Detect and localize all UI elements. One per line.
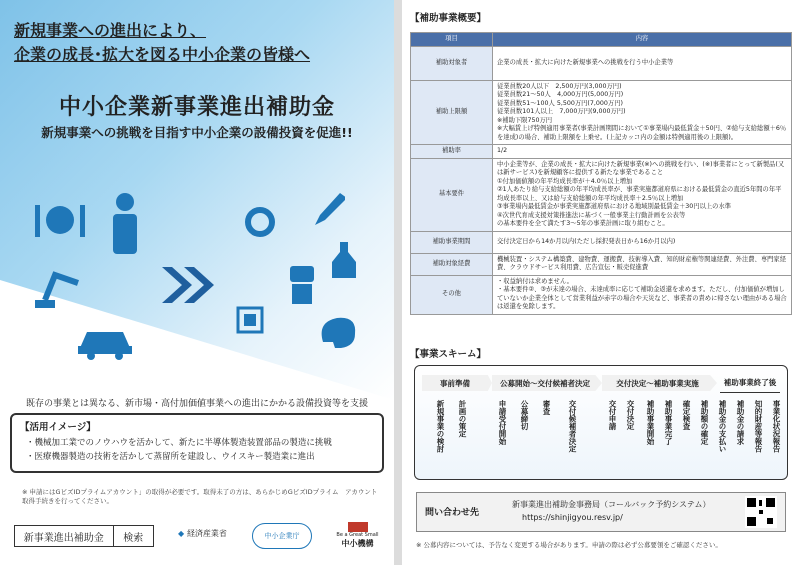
table-row: 補助対象経費 機械装置・システム構築費、建物費、運搬費、技術導入費、知的財産権等関連経費、外注費、専門家経費、クラウドサービス利用費、広告宣伝・販売促進費: [411, 253, 792, 275]
phase-label: 補助事業終了後: [720, 373, 780, 393]
scheme-step: 知的財産等報告: [754, 400, 763, 453]
usage-item: ・機械加工業でのノウハウを活かして、新たに半導体製造装置部品の製造に挑戦: [26, 438, 332, 448]
table-row: 補助対象者 企業の成長・拡大に向けた新規事業への挑戦を行う中小企業等: [411, 46, 792, 80]
inquiry-org: 新事業進出補助金事務局（コールバック予約システム）: [512, 500, 711, 509]
scheme-step: 交付候補者決定: [568, 400, 577, 453]
scheme-step: 計画の策定: [458, 400, 467, 438]
phase-label: 事前準備: [440, 378, 470, 388]
inquiry-box: [416, 492, 786, 532]
restaurant-icon: [30, 200, 90, 240]
scheme-step: 補助事業開始: [646, 400, 655, 445]
inquiry-url[interactable]: https://shinjigyou.resv.jp/: [522, 513, 623, 522]
scheme-step: 補助金の支払い: [718, 400, 727, 453]
program-subtitle: 新規事業への挑戦を目指す中小企業の設備投資を促進!!: [41, 125, 353, 140]
flyer-front: [0, 0, 394, 565]
overview-table: [410, 32, 792, 315]
scheme-step: 事業化状況報告: [772, 400, 781, 453]
scheme-step: 補助金の請求: [736, 400, 745, 445]
car-icon: [75, 320, 135, 360]
scheme-step: 公募締切: [520, 400, 529, 430]
disclaimer-note: ※ 公募内容については、予告なく変更する場合があります。申請の際は必ず公募要領をご確認ください。: [416, 541, 722, 549]
robot-icon: [282, 258, 322, 308]
scheme-step: 交付決定: [626, 400, 635, 430]
search-button[interactable]: 検索: [123, 532, 144, 544]
table-row: その他 ・収益納付は求めません。 ・基本要件②、③が未達の場合、未達成率に応じて補助金返還を求めます。ただし、付加価値が増加していないか企業全体として営業利益が赤字の場合や天災など、事業者の責めに帰さない理由がある場合は返還を免除します。: [411, 275, 792, 314]
sake-bottle-icon: [330, 240, 360, 280]
phase-label: 交付決定〜補助事業実施: [616, 378, 699, 388]
overview-heading: 【補助事業概要】: [410, 13, 487, 24]
qr-code-icon[interactable]: [745, 496, 777, 528]
inquiry-label: 問い合わせ先: [425, 508, 480, 518]
forward-arrows-icon: [160, 265, 230, 305]
headline-line2: 企業の成長･拡大を図る中小企業の皆様へ: [14, 45, 311, 64]
gear-icon: [240, 205, 280, 240]
smrj-logo: Be a Great Small 中小機構: [330, 522, 385, 549]
search-box[interactable]: [14, 525, 154, 547]
scheme-step: 審査: [542, 400, 551, 415]
flyer-back: [402, 0, 800, 565]
worker-icon: [105, 190, 145, 260]
table-header: 内容: [493, 33, 792, 47]
program-title: 中小企業新事業進出補助金: [58, 95, 335, 120]
meti-logo: ◆ 経済産業省: [178, 529, 227, 538]
chip-icon: [230, 300, 270, 340]
support-explanation: 既存の事業とは異なる、新市場・高付加価値事業への進出にかかる設備投資等を支援: [25, 399, 368, 409]
table-header: 項目: [411, 33, 493, 47]
table-row: 補助率 1/2: [411, 145, 792, 159]
scheme-step: 交付申請: [608, 400, 617, 430]
table-row: 補助上限額 従業員数20人以下 2,500万円(3,000万円) 従業員数21〜50人 4,000万円(5,000万円) 従業員数51〜100人 5,500万円(7,000万円) 従業員数101人以上 7,000万円(9,000万円) ※補助下限750万円 ※大幅賃上げ特例適用事業者(事業計画期間において①事業場内最低賃金＋50円、②給与支給総額＋6％を達成)の場合、補助上限額を上乗せ。(上記カッコ内の金額は特例適用後の上限額)。: [411, 80, 792, 145]
gbiz-note: ※ 申請にはGビズIDプライムアカウント」の取得が必要です。取得未了の方は、あらかじめGビズIDプライム アカウント取得手続きを行ってください。: [22, 488, 378, 506]
scheme-step: 確定検査: [682, 400, 691, 430]
rocket-icon: [305, 190, 345, 235]
scheme-step: 補助額の確定: [700, 400, 709, 445]
phase-label: 公募開始〜交付候補者決定: [500, 378, 590, 388]
ai-brain-icon: [315, 312, 360, 352]
scheme-step: 新規事業の検討: [436, 400, 445, 453]
search-text[interactable]: 新事業進出補助金: [15, 526, 114, 546]
sme-agency-logo: 中小企業庁: [252, 523, 312, 549]
scheme-step: 補助事業完了: [664, 400, 673, 445]
scheme-step: 申請受付開始: [498, 400, 507, 445]
robot-arm-icon: [30, 265, 85, 310]
table-row: 基本要件 中小企業等が、企業の成長・拡大に向けた新規事業(※)への挑戦を行い、(※)事業者にとって新製品(又は新サービス)を新規顧客に提供する新たな事業であること ①付加価値額の年平均成長率が＋4.0％以上増加 ②1人あたり給与支給総額の年平均成長率が、事業実施都道府県における最低賃金の直近5年間の年平均成長率以上、又は給与支給総額の年平均成長率＋2.5％以上増加 ③事業場内最低賃金が事業実施都道府県における地域別最低賃金＋30円以上の水準 ④次世代育成支援対策推進法に基づく一般事業主行動計画を公表等 の基本要件を全て満たす3〜5年の事業計画に取り組むこと。: [411, 158, 792, 231]
usage-item: ・医療機器製造の技術を活かして蒸留所を建設し、ウイスキー製造業に進出: [26, 452, 315, 462]
scheme-heading: 【事業スキーム】: [410, 349, 487, 360]
usage-heading: 【活用イメージ】: [20, 422, 96, 433]
headline-line1: 新規事業への進出により、: [14, 21, 207, 40]
usage-image-box: [10, 413, 384, 473]
table-row: 補助事業期間 交付決定日から14か月以内(ただし採択発表日から16か月以内): [411, 231, 792, 253]
